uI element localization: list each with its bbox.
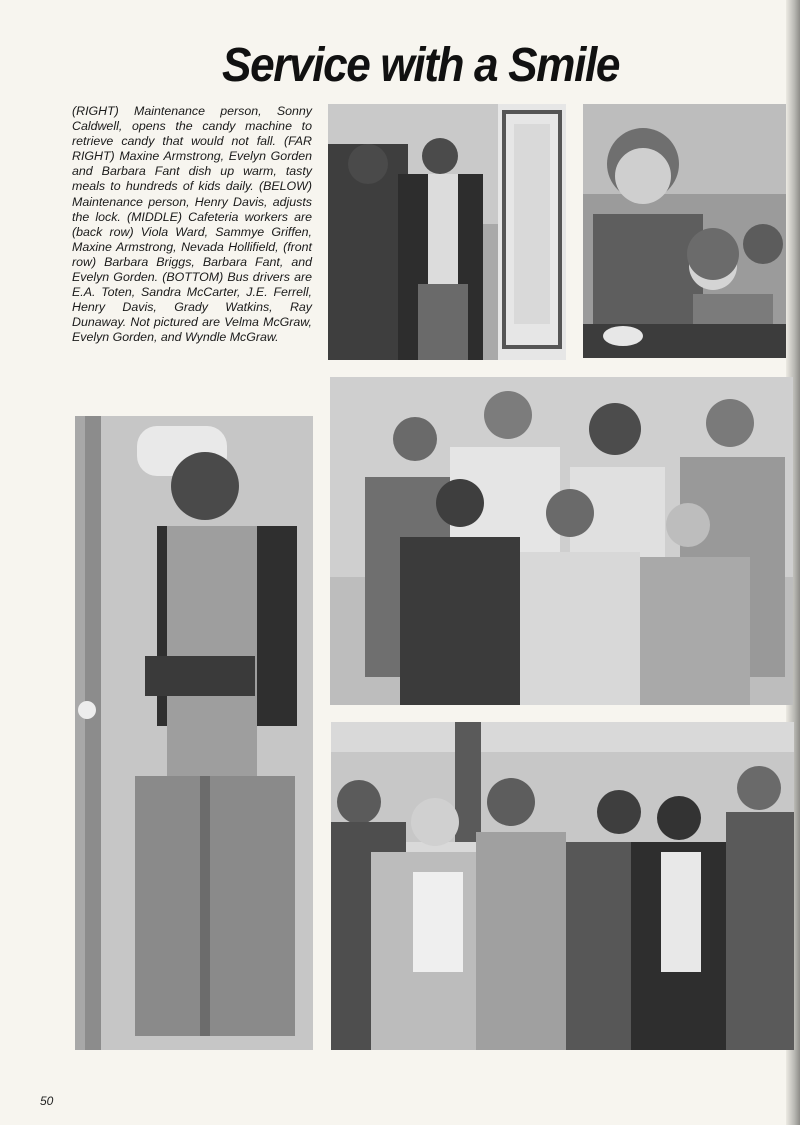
page-title: Service with a Smile (222, 39, 620, 92)
photo-caption: (RIGHT) Maintenance person, Sonny Caldwell, opens the candy machine to retrieve candy that would not fall. (FAR RIGHT) Maxine Armstrong, Evelyn Gorden and Barbara Fant dish up warm, tasty meals to hundreds of kids daily. (BELOW) Maintenance person, Henry Davis, adjusts the lock. (MIDDLE) Cafeteria workers are (back row) Viola Ward, Sammye Griffen, Maxine Armstrong, Nevada Hollifield, (front row) Barbara Briggs, Barbara Fant, and Evelyn Gorden. (BOTTOM) Bus drivers are E.A. Toten, Sandra McCarter, J.E. Ferrell, Henry Davis, Grady Watkins, Ray Dunaway. Not pictured are Velma McGraw, Evelyn Gorden, and Wyndle McGraw. (72, 104, 312, 345)
photo-maintenance-lock (75, 416, 313, 1050)
page-number: 50 (40, 1094, 54, 1108)
photo-cafeteria-workers (330, 377, 793, 705)
photo-cafeteria-serving (583, 104, 786, 358)
photo-bus-drivers (331, 722, 794, 1050)
photo-candy-machine (328, 104, 566, 360)
